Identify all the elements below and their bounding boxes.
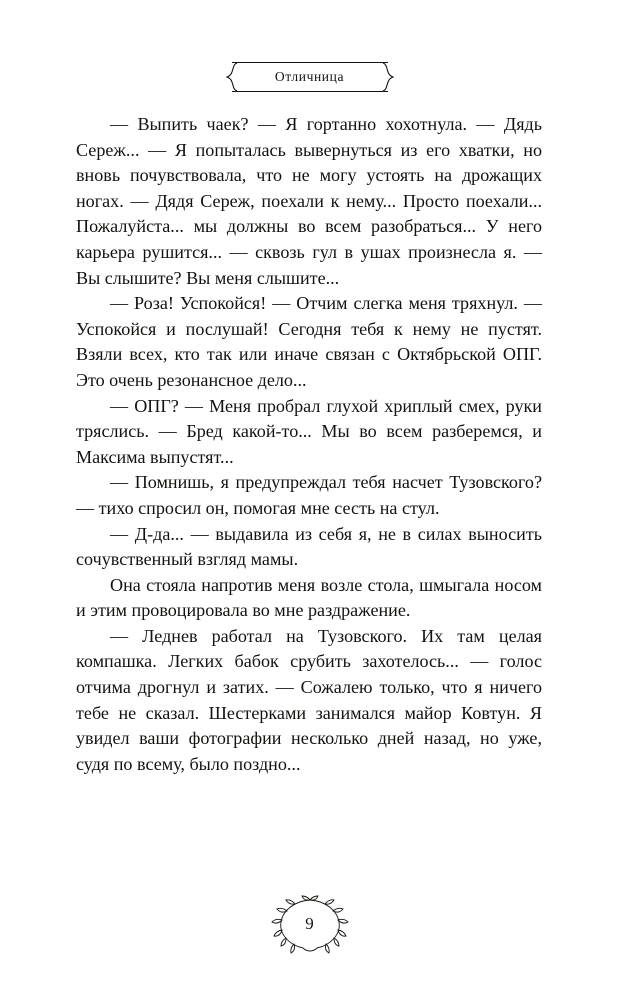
decorative-brace-icon-right (382, 63, 394, 91)
paragraph: Она стояла напротив меня возле стола, шмыгала носом и этим провоцировала во мне раздражение. (76, 574, 542, 621)
running-head-title: Отличница (274, 69, 345, 84)
paragraph: — Д-да... — выдавила из себя я, не в силах выносить сочувственный взгляд мамы. (76, 523, 542, 570)
page-body-text (76, 112, 542, 777)
paragraph: — Помнишь, я предупреждал тебя насчет Тузовского? — тихо спросил он, помогая мне сесть на стул. (76, 472, 542, 518)
paragraph: — Выпить чаек? — Я гортанно хохотнула. — Дядь Сереж... — Я попыталась вывернуться из его хватки, но вновь почувствовала, что не могу устоять на дрожащих ногах. — Дядя Сереж, поехали к нему... Просто поехали... Пожалуйста... мы должны во всем разобраться... У него карьера рушится... — сквозь гул в ушах произнесла я. — Вы слышите? Вы меня слышите... (76, 114, 542, 288)
running-head-frame (222, 62, 398, 92)
page-number: 9 (305, 914, 314, 933)
laurel-wreath-ornament-icon (265, 892, 355, 956)
paragraph: — Роза! Успокойся! — Отчим слегка меня тряхнул. — Успокойся и послушай! Сегодня тебя к нему не пустят. Взяли всех, кто так или иначе связан с Октябрьской ОПГ. Это очень резонансное дело... (76, 293, 542, 390)
decorative-brace-icon-left (226, 63, 238, 91)
page-footer (0, 892, 619, 956)
paragraph: — ОПГ? — Меня пробрал глухой хриплый смех, руки тряслись. — Бред какой-то... Мы во всем разберемся, и Максима выпустят... (76, 395, 542, 467)
running-head (0, 62, 619, 92)
paragraph: — Леднев работал на Тузовского. Их там целая компашка. Легких бабок срубить захотелось... — голос отчима дрогнул и затих. — Сожалею только, что я ничего тебе не сказал. Шестерками занимался майор Ковтун. Я увидел ваши фотографии несколько дней назад, но уже, судя по всему, было поздно... (76, 625, 542, 774)
